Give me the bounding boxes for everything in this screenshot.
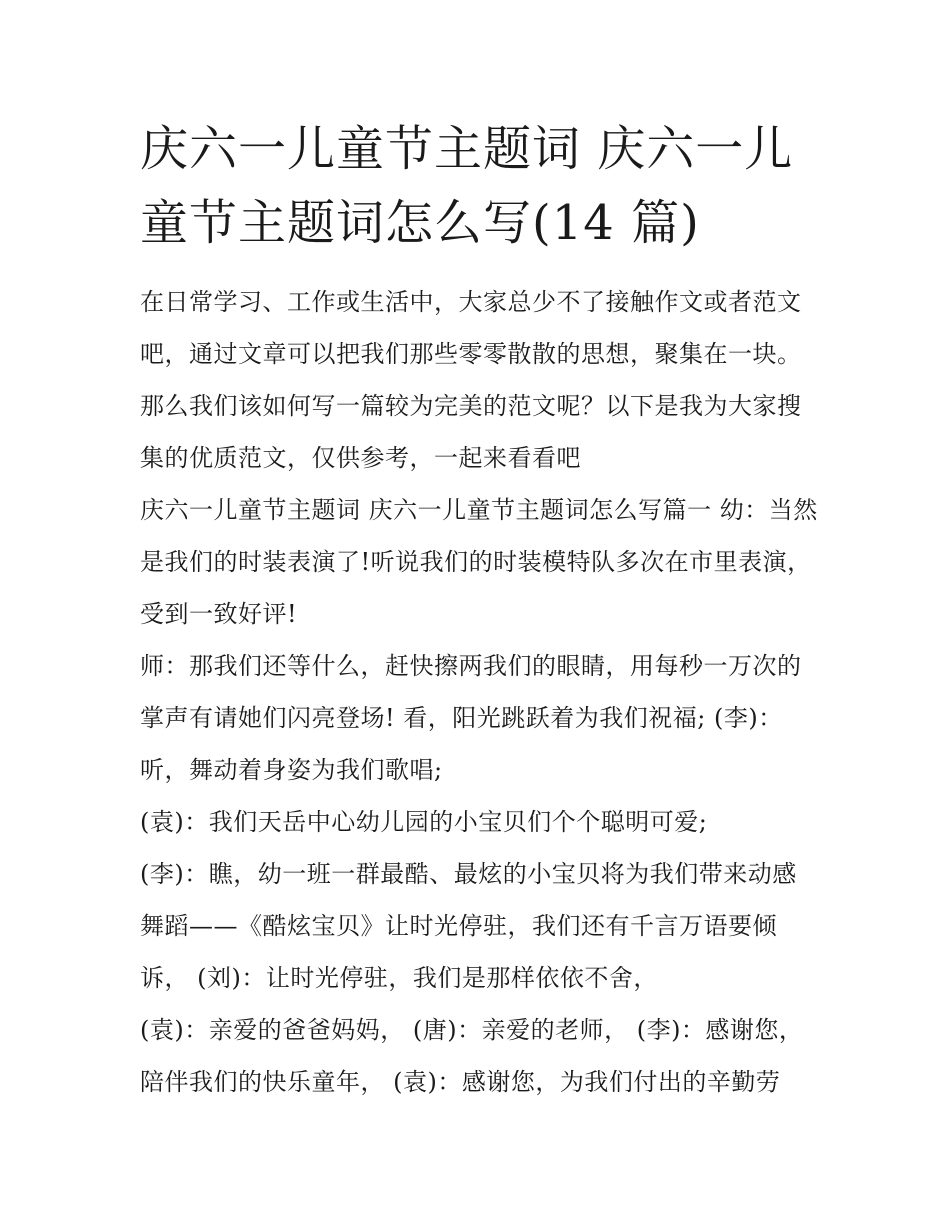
paragraph-intro: 在日常学习、工作或生活中，大家总少不了接触作文或者范文吧，通过文章可以把我们那些零零散散的思想，聚集在一块。那么我们该如何写一篇较为完美的范文呢？以下是我为大家搜集的优质范文，仅供参考，一起来看看吧 (140, 288, 802, 472)
paragraph-teacher-line: 师：那我们还等什么，赶快擦两我们的眼睛，用每秒一万次的掌声有请她们闪亮登场! 看，阳光跳跃着为我们祝福; (李)：听，舞动着身姿为我们歌唱; (140, 652, 802, 784)
document-title: 庆六一儿童节主题词 庆六一儿童节主题词怎么写(14 篇) (140, 121, 794, 251)
paragraph-thanks-line: (袁)：亲爱的爸爸妈妈， (唐)：亲爱的老师， (李)：感谢您，陪伴我们的快乐童年， (袁)：感谢您，为我们付出的辛勤劳 (140, 1016, 804, 1096)
document-body (140, 276, 820, 1108)
paragraph-li-line: (李)：瞧，幼一班一群最酷、最炫的小宝贝将为我们带来动感舞蹈——《酷炫宝贝》让时光停驻，我们还有千言万语要倾诉， (刘)：让时光停驻，我们是那样依依不舍， (140, 860, 797, 992)
paragraph-yuan-line: (袁)：我们天岳中心幼儿园的小宝贝们个个聪明可爱; (140, 808, 708, 836)
paragraph-section-one: 庆六一儿童节主题词 庆六一儿童节主题词怎么写篇一 幼：当然是我们的时装表演了!听说我们的时装模特队多次在市里表演，受到一致好评! (140, 496, 818, 628)
